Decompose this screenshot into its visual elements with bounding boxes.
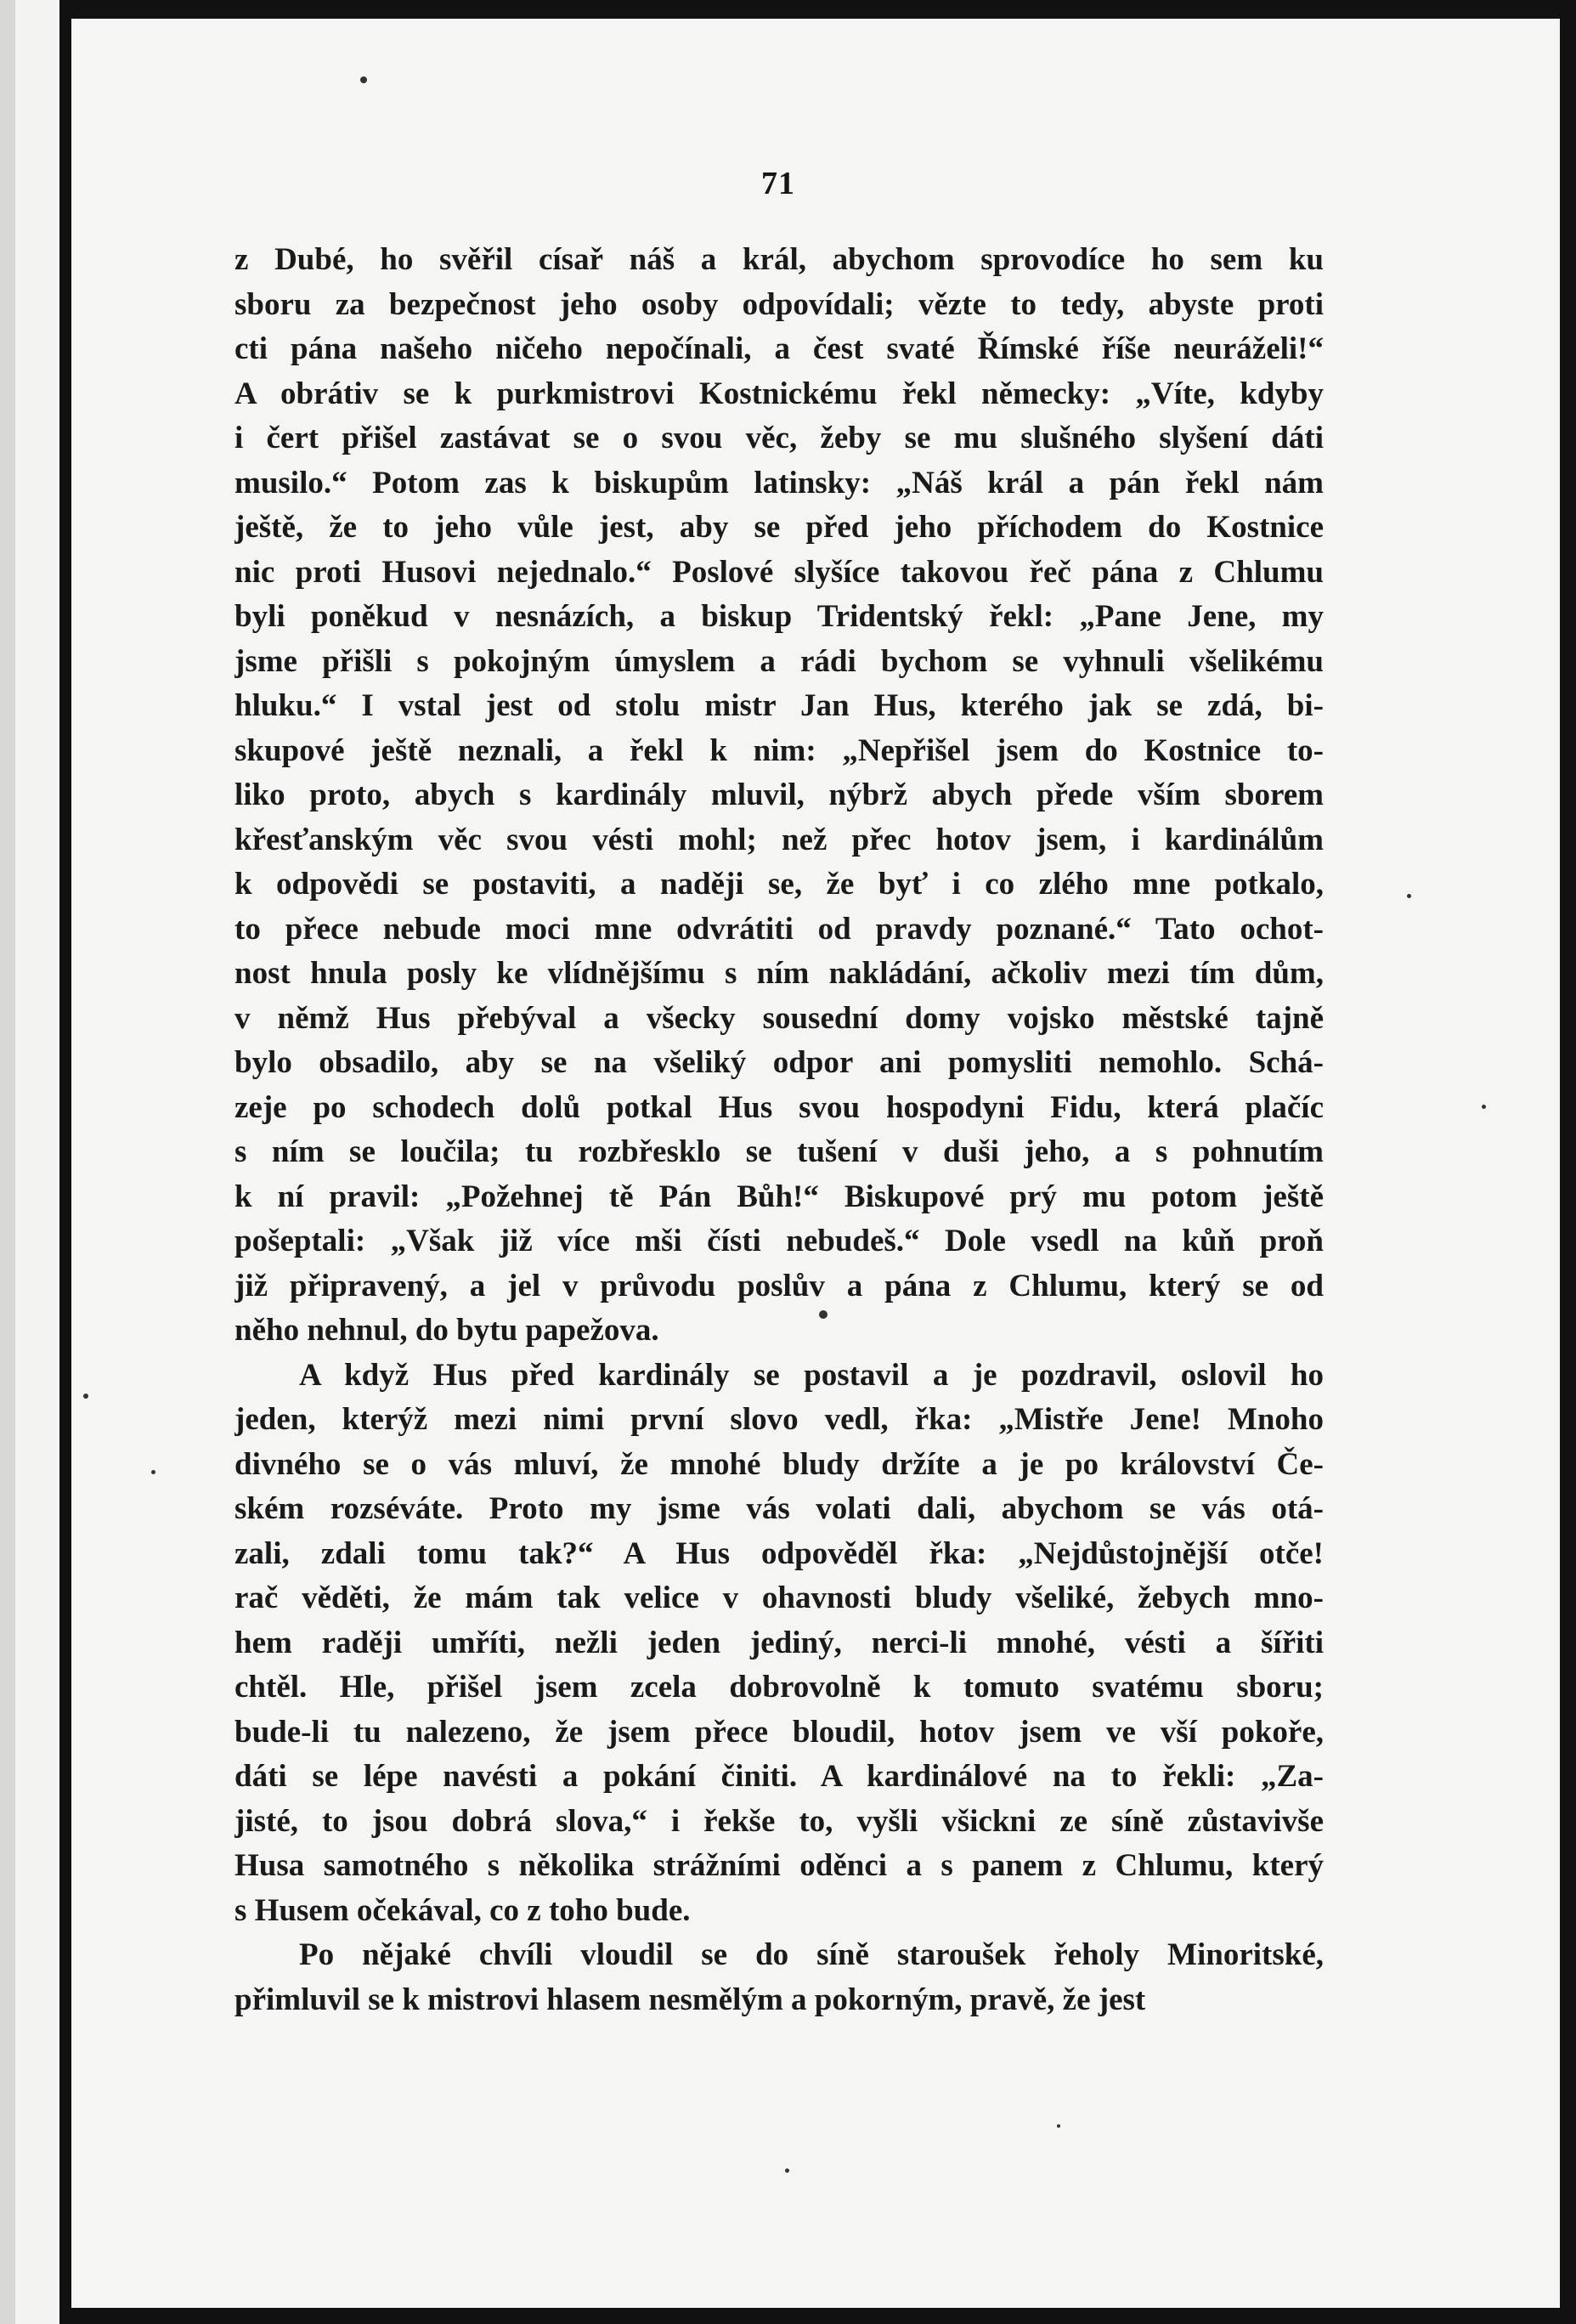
ink-speck (1482, 1105, 1486, 1109)
text-line: A když Hus před kardinály se postavil a je pozdravil, oslovil ho (299, 1357, 1324, 1393)
text-line: cti pána našeho ničeho nepočínali, a čest svaté Římské říše neuráželi!“ (234, 331, 1324, 366)
text-line: s Husem očekával, co z toho bude. (234, 1892, 691, 1928)
page-text (234, 238, 1324, 2022)
text-line: liko proto, abych s kardinály mluvil, nýbrž abych přede vším sborem (234, 777, 1324, 812)
text-line: byli poněkud v nesnázích, a biskup Tridentský řekl: „Pane Jene, my (234, 599, 1324, 634)
text-line: přimluvil se k mistrovi hlasem nesmělým a pokorným, pravě, že jest (234, 1982, 1146, 2017)
page-number: 71 (761, 166, 795, 201)
text-line: jeden, kterýž mezi nimi první slovo vedl, řka: „Mistře Jene! Mnoho (234, 1402, 1324, 1437)
left-page-shadow (0, 0, 15, 2324)
text-line: divného se o vás mluví, že mnohé bludy držíte a je po království Če- (234, 1446, 1324, 1482)
text-line: jisté, to jsou dobrá slova,“ i řekše to, vyšli všickni ze síně zůstavivše (234, 1803, 1324, 1839)
text-line: bude-li tu nalezeno, že jsem přece bloudil, hotov jsem ve vší pokoře, (234, 1714, 1324, 1750)
text-line: již připravený, a jel v průvodu poslův a pána z Chlumu, který se od (234, 1268, 1324, 1303)
text-line: rač věděti, že mám tak velice v ohavnosti bludy všeliké, žebych mno- (234, 1580, 1324, 1615)
text-line: chtěl. Hle, přišel jsem zcela dobrovolně k tomuto svatému sboru; (234, 1670, 1324, 1705)
text-line: jsme přišli s pokojným úmyslem a rádi bychom se vyhnuli všelikému (234, 643, 1324, 679)
text-line: k odpovědi se postaviti, a naději se, že byť i co zlého mne potkalo, (234, 867, 1324, 902)
text-line: to přece nebude moci mne odvrátiti od pravdy poznané.“ Tato ochot- (234, 911, 1324, 947)
text-line: bylo obsadilo, aby se na všeliký odpor ani pomysliti nemohlo. Schá- (234, 1045, 1324, 1080)
text-line: i čert přišel zastávat se o svou věc, žeby se mu slušného slyšení dáti (234, 421, 1324, 455)
text-line: A obrátiv se k purkmistrovi Kostnickému řekl německy: „Víte, kdyby (234, 376, 1324, 411)
ink-speck (819, 1310, 828, 1319)
text-line: křesťanským věc svou vésti mohl; než přec hotov jsem, i kardinálům (234, 822, 1324, 857)
ink-speck (360, 76, 367, 83)
text-line: k ní pravil: „Požehnej tě Pán Bůh!“ Biskupové prý mu potom ještě (234, 1179, 1324, 1214)
text-line: Husa samotného s několika strážními oděnci a s panem z Chlumu, který (234, 1848, 1324, 1883)
text-line: ském rozséváte. Proto my jsme vás volati dali, abychom se vás otá- (234, 1491, 1324, 1526)
text-line: sboru za bezpečnost jeho osoby odpovídali; vězte to tedy, abyste proti (234, 286, 1324, 322)
text-line: hem raději umříti, nežli jeden jediný, nerci-li mnohé, vésti a šířiti (234, 1625, 1324, 1660)
ink-speck (83, 1394, 88, 1399)
text-line: pošeptali: „Však již více mši čísti nebudeš.“ Dole vsedl na kůň proň (234, 1224, 1324, 1258)
text-line: hluku.“ I vstal jest od stolu mistr Jan Hus, kterého jak se zdá, bi- (234, 688, 1324, 723)
ink-speck (785, 2169, 789, 2173)
text-line: musilo.“ Potom zas k biskupům latinsky: „Náš král a pán řekl nám (234, 465, 1324, 500)
ink-speck (151, 1470, 155, 1474)
text-line: skupové ještě neznali, a řekl k nim: „Nepřišel jsem do Kostnice to- (234, 732, 1324, 768)
text-line: zeje po schodech dolů potkal Hus svou hospodyni Fidu, která plačíc (234, 1089, 1324, 1125)
text-line: nic proti Husovi nejednalo.“ Poslové slyšíce takovou řeč pána z Chlumu (234, 554, 1324, 590)
text-line: z Dubé, ho svěřil císař náš a král, abychom sprovodíce ho sem ku (234, 242, 1324, 277)
text-line: dáti se lépe navésti a pokání činiti. A kardinálové na to řekli: „Za- (234, 1759, 1324, 1794)
text-line: nost hnula posly ke vlídnějšímu s ním nakládání, ačkoliv mezi tím dům, (234, 956, 1324, 991)
text-line: ještě, že to jeho vůle jest, aby se před jeho příchodem do Kostnice (234, 510, 1324, 545)
text-line: zali, zdali tomu tak?“ A Hus odpověděl řka: „Nejdůstojnější otče! (234, 1535, 1324, 1571)
text-line: Po nějaké chvíli vloudil se do síně staroušek řeholy Minoritské, (299, 1937, 1324, 1972)
ink-speck (1057, 2124, 1060, 2128)
book-page (71, 19, 1560, 2308)
text-line: něho nehnul, do bytu papežova. (234, 1313, 659, 1348)
ink-speck (1407, 894, 1411, 898)
text-line: v němž Hus přebýval a všecky sousední domy vojsko městské tajně (234, 1000, 1324, 1036)
text-line: s ním se loučila; tu rozbřesklo se tušení v duši jeho, a s pohnutím (234, 1134, 1324, 1169)
